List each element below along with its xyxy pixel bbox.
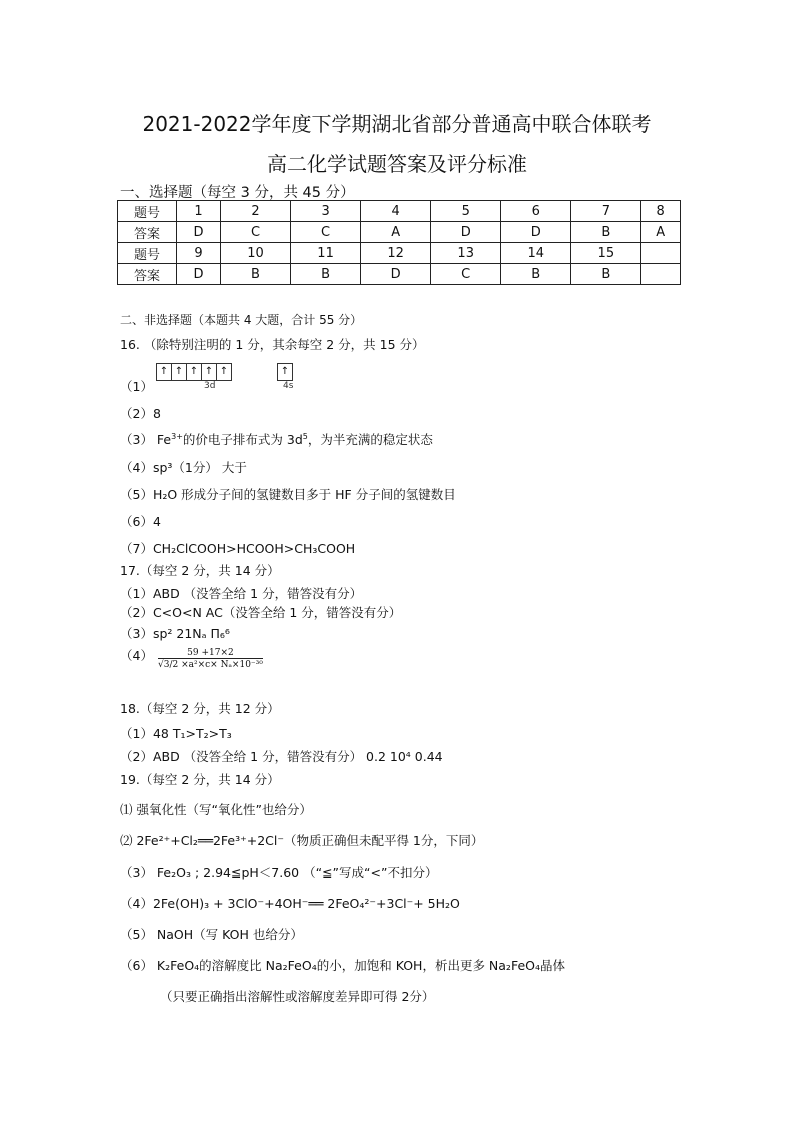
table-cell: 5 — [431, 201, 501, 222]
q17-heading: 17.（每空 2 分，共 14 分） — [120, 563, 280, 578]
orbital-4s-diagram — [277, 363, 293, 381]
table-cell: B — [291, 264, 361, 285]
table-cell: 9 — [177, 243, 221, 264]
table-row — [118, 264, 681, 285]
section-choice-heading: 一、选择题（每空 3 分，共 45 分） — [120, 185, 355, 201]
table-cell: A — [641, 222, 681, 243]
table-cell: D — [177, 222, 221, 243]
table-cell: A — [361, 222, 431, 243]
q16-p3-c: ，为半充满的稳定状态 — [307, 432, 433, 447]
table-cell: 14 — [501, 243, 571, 264]
orbital-box: ↑ — [187, 364, 202, 380]
q16-part6: （6）4 — [120, 514, 161, 529]
table-cell: C — [431, 264, 501, 285]
table-cell: B — [571, 264, 641, 285]
q17-part2: （2）C<O<N AC（没答全给 1 分，错答没有分） — [120, 605, 402, 620]
table-cell: 15 — [571, 243, 641, 264]
density-formula — [158, 648, 263, 670]
table-cell: 7 — [571, 201, 641, 222]
orbital-box: ↑ — [172, 364, 187, 380]
answer-table — [117, 200, 681, 285]
table-cell: D — [361, 264, 431, 285]
q16-part2: （2）8 — [120, 406, 161, 421]
orbital-3d-label: 3d — [204, 381, 216, 391]
table-cell: B — [220, 264, 290, 285]
q16-p3-a: （3） Fe — [120, 432, 172, 447]
row-header-cell: 题号 — [118, 243, 177, 264]
row-header-cell: 答案 — [118, 264, 177, 285]
q18-heading: 18.（每空 2 分，共 12 分） — [120, 701, 280, 716]
table-cell: 1 — [177, 201, 221, 222]
table-cell: 13 — [431, 243, 501, 264]
table-cell: 6 — [501, 201, 571, 222]
table-cell: B — [571, 222, 641, 243]
orbital-4s-label: 4s — [283, 381, 294, 391]
orbital-box: ↑ — [280, 366, 290, 377]
q16-part1: （1） — [120, 379, 153, 394]
table-cell: D — [431, 222, 501, 243]
table-row — [118, 201, 681, 222]
document-subtitle: 高二化学试题答案及评分标准 — [267, 152, 527, 176]
q16-part5: （5）H₂O 形成分子间的氢键数目多于 HF 分子间的氢键数目 — [120, 487, 456, 502]
q18-part2: （2）ABD （没答全给 1 分，错答没有分） 0.2 10⁴ 0.44 — [120, 749, 443, 764]
q16-p3-b: 的价电子排布式为 3d — [182, 432, 303, 447]
q18-part1: （1）48 T₁>T₂>T₃ — [120, 726, 232, 741]
section-nonchoice-heading: 二、非选择题（本题共 4 大题，合计 55 分） — [120, 313, 363, 327]
table-row — [118, 222, 681, 243]
document-title: 2021-2022学年度下学期湖北省部分普通高中联合体联考 — [142, 112, 652, 136]
q16-part3: （3） $Fe^{3+}$的价电子排布式为 $3d^5$，为半充满的稳定状态 — [120, 431, 433, 447]
orbital-box: ↑ — [219, 366, 229, 377]
q19-part5: （5） NaOH（写 KOH 也给分） — [120, 927, 303, 942]
orbital-box: ↑ — [202, 364, 217, 380]
q16-part4: （4）sp³（1分） 大于 — [120, 460, 247, 475]
table-cell: 12 — [361, 243, 431, 264]
q17-part4: （4） — [120, 648, 153, 663]
formula-denominator: √3/2 ×a²×c× Nₐ×10⁻³⁰ — [158, 660, 263, 670]
table-cell: 8 — [641, 201, 681, 222]
table-cell: 10 — [220, 243, 290, 264]
table-cell — [641, 243, 681, 264]
orbital-3d-diagram — [156, 363, 232, 381]
table-cell: C — [220, 222, 290, 243]
table-cell — [641, 264, 681, 285]
q19-part2: ⑵ 2Fe²⁺+Cl₂══2Fe³⁺+2Cl⁻（物质正确但未配平得 1分，下同） — [120, 833, 484, 848]
table-cell: 2 — [220, 201, 290, 222]
table-cell: D — [177, 264, 221, 285]
q19-heading: 19.（每空 2 分，共 14 分） — [120, 772, 280, 787]
formula-numerator: 59 +17×2 — [158, 648, 263, 659]
table-cell: 3 — [291, 201, 361, 222]
q19-part6: （6） K₂FeO₄的溶解度比 Na₂FeO₄的小，加饱和 KOH，析出更多 Na₂FeO₄晶体 — [120, 958, 565, 973]
q19-part6-note: （只要正确指出溶解性或溶解度差异即可得 2分） — [160, 989, 435, 1004]
table-cell: B — [501, 264, 571, 285]
table-cell: C — [291, 222, 361, 243]
row-header-cell: 题号 — [118, 201, 177, 222]
orbital-box: ↑ — [157, 364, 172, 380]
table-cell: D — [501, 222, 571, 243]
q16-heading: 16. （除特别注明的 1 分，其余每空 2 分，共 15 分） — [120, 337, 425, 352]
q19-part4: （4）2Fe(OH)₃ + 3ClO⁻+4OH⁻══ 2FeO₄²⁻+3Cl⁻+ 5H₂O — [120, 896, 460, 911]
q19-part1: ⑴ 强氧化性（写“氧化性”也给分） — [120, 802, 312, 817]
q16-part7: （7）CH₂ClCOOH>HCOOH>CH₃COOH — [120, 541, 356, 556]
table-cell: 4 — [361, 201, 431, 222]
table-row — [118, 243, 681, 264]
row-header-cell: 答案 — [118, 222, 177, 243]
table-cell: 11 — [291, 243, 361, 264]
q17-part1: （1）ABD （没答全给 1 分，错答没有分） — [120, 586, 363, 601]
q19-part3: （3） Fe₂O₃ ; 2.94≦pH＜7.60 （“≦”写成“<”不扣分） — [120, 865, 438, 880]
q17-part3: （3）sp² 21Nₐ Π₆⁶ — [120, 626, 230, 641]
